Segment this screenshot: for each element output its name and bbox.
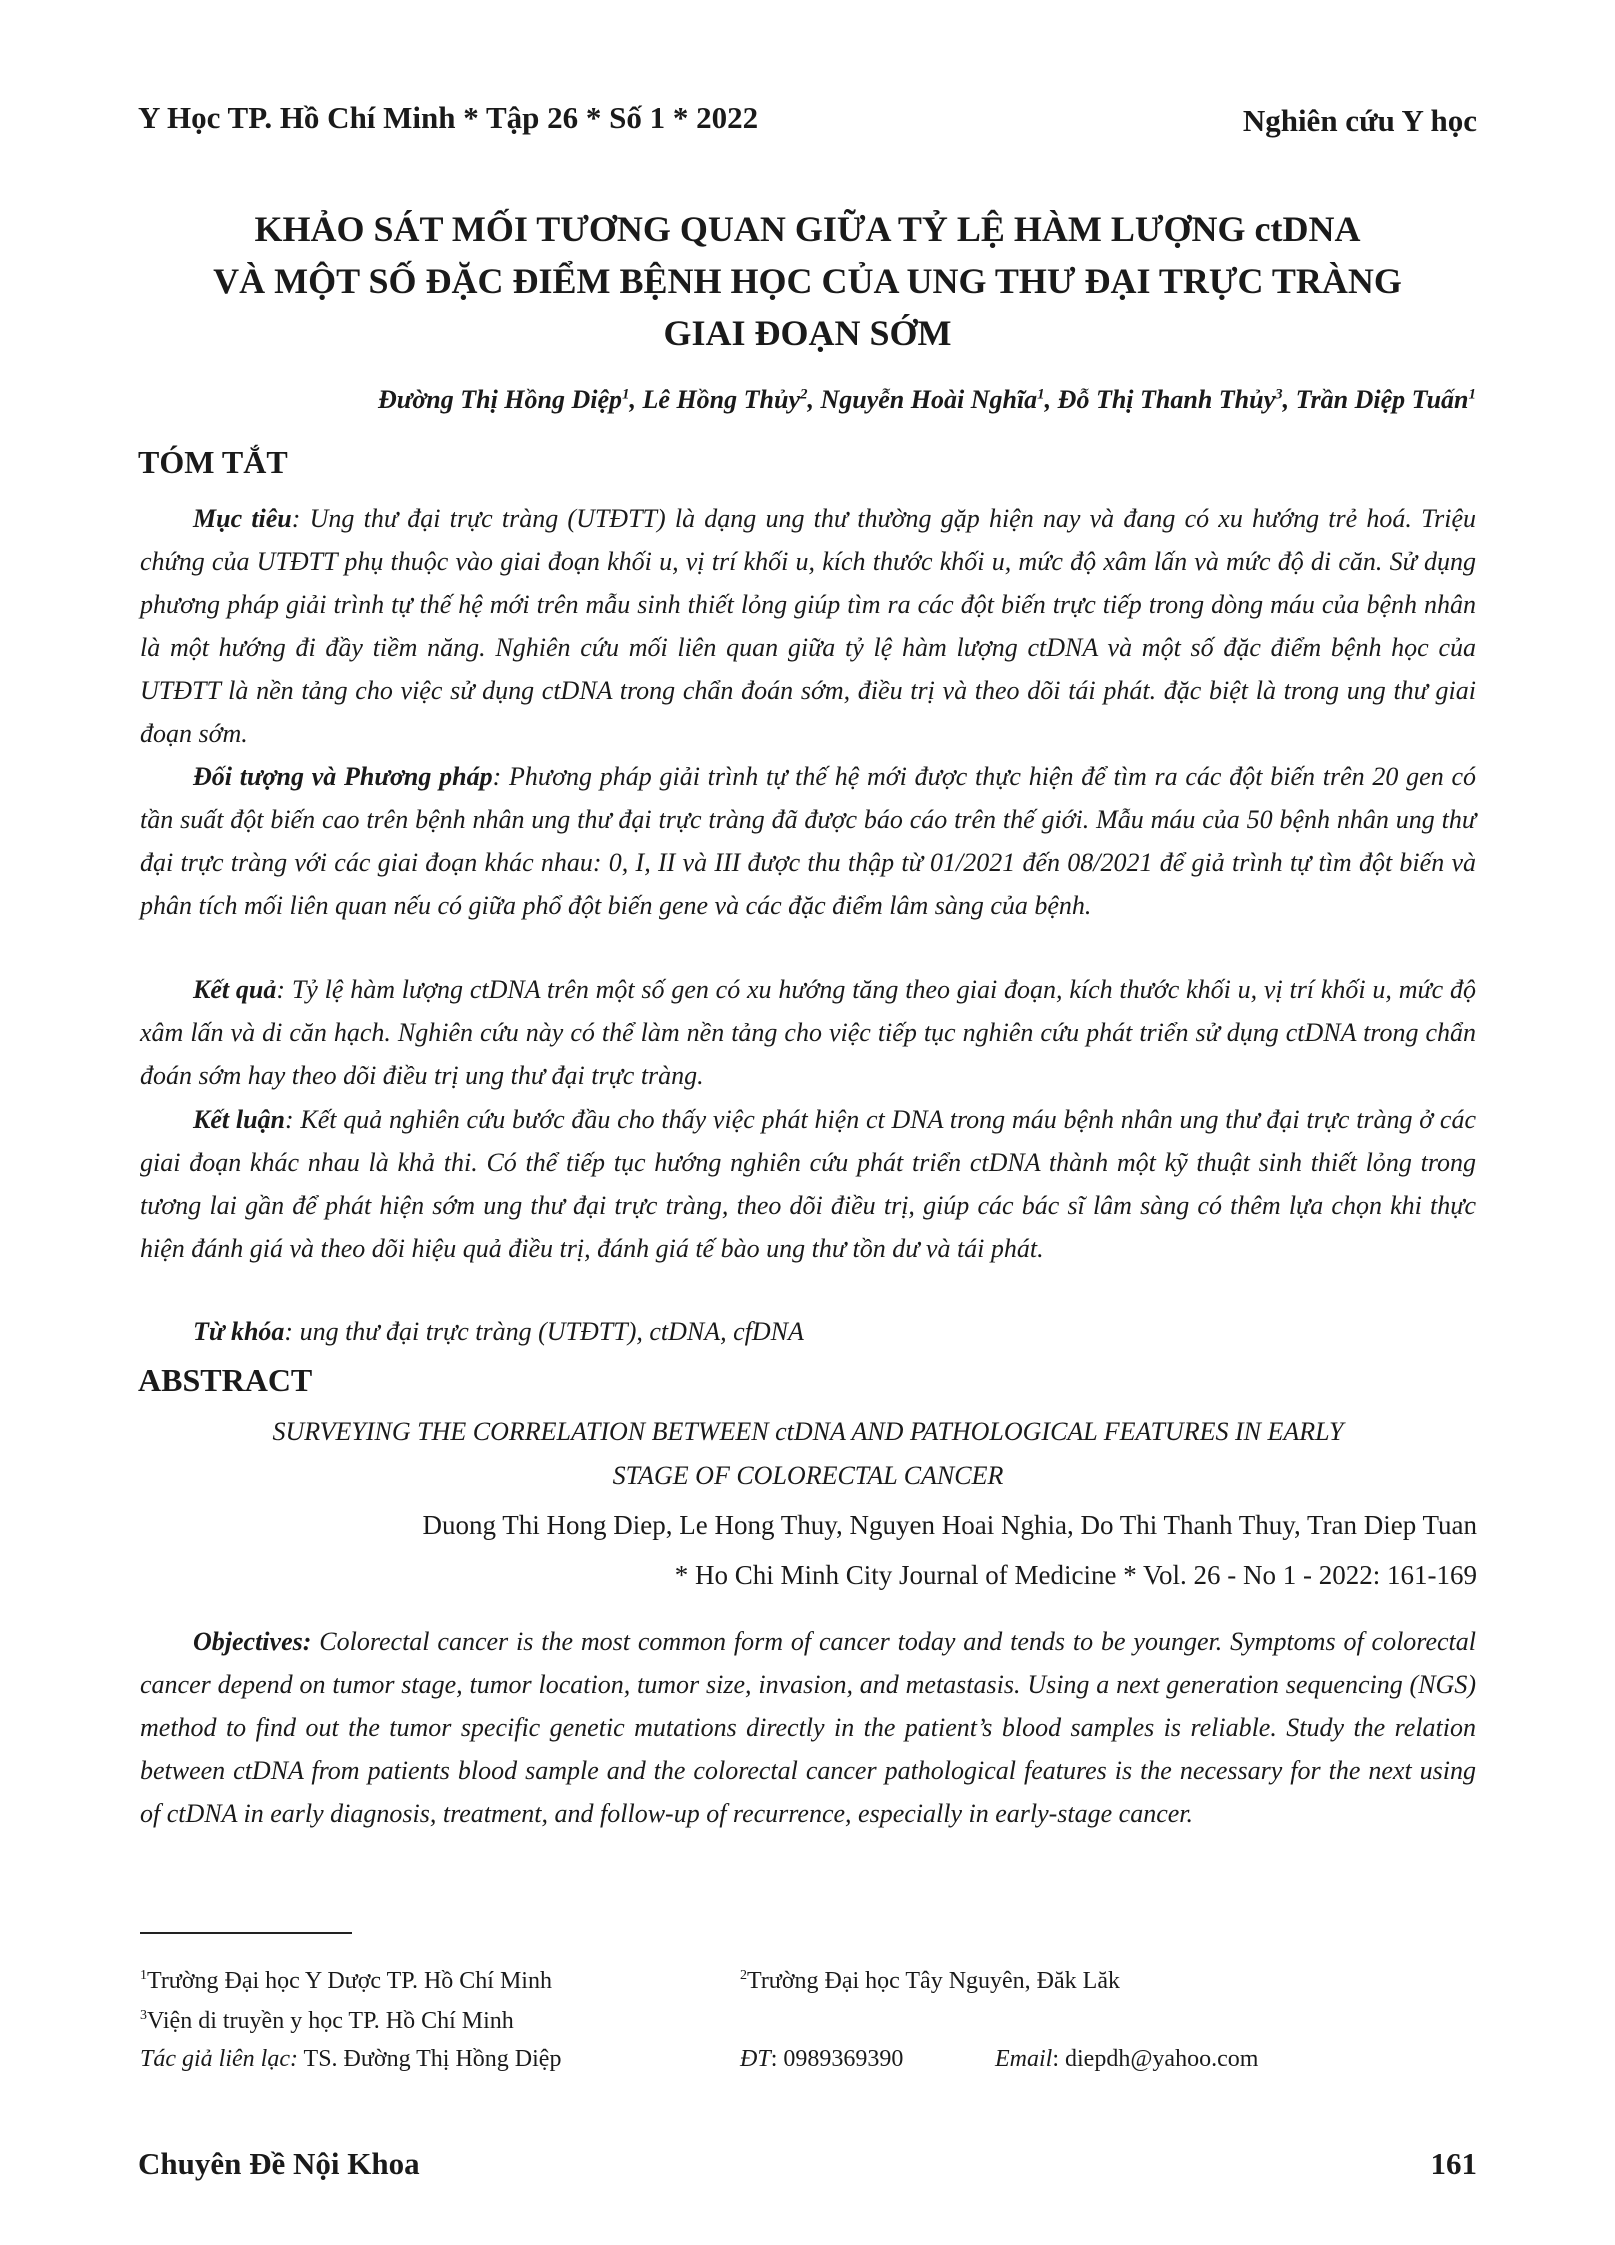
author-list	[140, 385, 1476, 415]
affiliation-number: 1	[140, 1968, 147, 1983]
author-name: Lê Hồng Thủy	[642, 385, 800, 414]
methods-label: Đối tượng và Phương pháp	[193, 762, 493, 791]
contact-phone	[740, 2046, 903, 2073]
contact-label: Tác giả liên lạc:	[140, 2046, 298, 2072]
abstract-title-line: SURVEYING THE CORRELATION BETWEEN ctDNA AND PATHOLOGICAL FEATURES IN EARLY	[272, 1417, 1344, 1446]
article-title	[140, 203, 1475, 359]
author-affiliation: 1	[622, 386, 630, 403]
title-line: VÀ MỘT SỐ ĐẶC ĐIỂM BỆNH HỌC CỦA UNG THƯ ĐẠI TRỰC TRÀNG	[213, 261, 1402, 301]
phone-label: ĐT	[740, 2046, 771, 2072]
author-separator: ,	[1044, 385, 1058, 414]
results-label: Kết quả	[193, 975, 277, 1004]
title-line: GIAI ĐOẠN SỚM	[663, 313, 952, 353]
author-affiliation: 1	[1468, 386, 1476, 403]
author-affiliation: 1	[1037, 386, 1045, 403]
summary-objective	[140, 497, 1476, 755]
author-name: Nguyễn Hoài Nghĩa	[820, 385, 1038, 414]
summary-conclusion	[140, 1098, 1476, 1270]
contact-email	[995, 2046, 1258, 2073]
corresponding-author	[140, 2046, 561, 2073]
email-label: Email	[995, 2046, 1053, 2072]
title-line: KHẢO SÁT MỐI TƯƠNG QUAN GIỮA TỶ LỆ HÀM LƯỢNG ctDNA	[254, 209, 1361, 249]
author-separator: ,	[629, 385, 643, 414]
summary-keywords	[140, 1310, 1476, 1353]
author-separator: ,	[807, 385, 821, 414]
contact-name: TS. Đường Thị Hồng Diệp	[297, 2046, 562, 2072]
affiliation-1	[140, 1968, 552, 1995]
abstract-objectives	[140, 1620, 1476, 1835]
objective-text: : Ung thư đại trực tràng (UTĐTT) là dạng ung thư thường gặp hiện nay và đang có xu hướng trẻ hoá. Triệu chứng của UTĐTT phụ thuộc vào giai đoạn khối u, vị trí khối u, kích thước khối u, mức độ xâm lấn và mức độ di căn. Sử dụng phương pháp giải trình tự thế hệ mới trên mẫu sinh thiết lỏng giúp tìm ra các đột biến trực tiếp trong dòng máu của bệnh nhân là một hướng đi đầy tiềm năng. Nghiên cứu mối liên quan giữa tỷ lệ hàm lượng ctDNA và một số đặc điểm bệnh học của UTĐTT là nền tảng cho việc sử dụng ctDNA trong chẩn đoán sớm, điều trị và theo dõi tái phát. đặc biệt là trong ung thư giai đoạn sớm.	[140, 504, 1476, 748]
journal-header: Y Học TP. Hồ Chí Minh * Tập 26 * Số 1 * 2022	[138, 100, 759, 135]
affiliation-text: Trường Đại học Y Dược TP. Hồ Chí Minh	[147, 1968, 552, 1994]
footnote-divider	[140, 1932, 352, 1934]
abstract-title	[140, 1410, 1476, 1498]
affiliation-2	[740, 1968, 1120, 1995]
abstract-citation: * Ho Chi Minh City Journal of Medicine * Vol. 26 - No 1 - 2022: 161-169	[674, 1560, 1477, 1590]
affiliation-number: 2	[740, 1968, 747, 1983]
author-name: Trần Diệp Tuấn	[1295, 385, 1469, 414]
affiliation-text: Viện di truyền y học TP. Hồ Chí Minh	[147, 2008, 514, 2034]
summary-methods	[140, 755, 1476, 927]
abstract-heading: ABSTRACT	[138, 1362, 313, 1398]
affiliation-number: 3	[140, 2008, 147, 2023]
affiliation-3	[140, 2008, 514, 2035]
objective-label: Mục tiêu	[193, 504, 292, 533]
methods-text: : Phương pháp giải trình tự thế hệ mới được thực hiện để tìm ra các đột biến trên 20 gen có tần suất đột biến cao trên bệnh nhân ung thư đại trực tràng đã được báo cáo trên thế giới. Mẫu máu của 50 bệnh nhân ung thư đại trực tràng với các giai đoạn khác nhau: 0, I, II và III được thu thập từ 01/2021 đến 08/2021 để giả trình tự tìm đột biến và phân tích mối liên quan nếu có giữa phổ đột biến gene và các đặc điểm lâm sàng của bệnh.	[140, 762, 1476, 920]
results-text: : Tỷ lệ hàm lượng ctDNA trên một số gen có xu hướng tăng theo giai đoạn, kích thước khối u, vị trí khối u, mức độ xâm lấn và di căn hạch. Nghiên cứu này có thể làm nền tảng cho việc tiếp tục nghiên cứu phát triển sử dụng ctDNA trong chẩn đoán sớm hay theo dõi điều trị ung thư đại trực tràng.	[140, 975, 1476, 1090]
phone-value: : 0989369390	[770, 2046, 904, 2072]
keywords-text: : ung thư đại trực tràng (UTĐTT), ctDNA, cfDNA	[284, 1317, 804, 1346]
keywords-label: Từ khóa	[193, 1317, 285, 1346]
section-header: Nghiên cứu Y học	[1242, 103, 1477, 138]
author-affiliation: 3	[1275, 386, 1283, 403]
author-separator: ,	[1282, 385, 1296, 414]
page-number: 161	[1430, 2146, 1477, 2181]
conclusion-label: Kết luận	[193, 1105, 286, 1134]
affiliation-text: Trường Đại học Tây Nguyên, Đăk Lăk	[747, 1968, 1120, 1994]
abstract-title-line: STAGE OF COLORECTAL CANCER	[612, 1461, 1004, 1490]
objectives-label: Objectives:	[193, 1627, 312, 1656]
email-value: : diepdh@yahoo.com	[1052, 2046, 1259, 2072]
author-name: Đường Thị Hồng Diệp	[377, 385, 623, 414]
conclusion-text: : Kết quả nghiên cứu bước đầu cho thấy việc phát hiện ct DNA trong máu bệnh nhân ung thư đại trực tràng ở các giai đoạn khác nhau là khả thi. Có thể tiếp tục hướng nghiên cứu phát triển ctDNA thành một kỹ thuật sinh thiết lỏng trong tương lai gần để phát hiện sớm ung thư đại trực tràng, theo dõi điều trị, giúp các bác sĩ lâm sàng có thêm lựa chọn khi thực hiện đánh giá và theo dõi hiệu quả điều trị, đánh giá tế bào ung thư tồn dư và tái phát.	[140, 1105, 1477, 1263]
abstract-authors: Duong Thi Hong Diep, Le Hong Thuy, Nguyen Hoai Nghia, Do Thi Thanh Thuy, Tran Diep Tuan	[422, 1510, 1477, 1540]
summary-heading: TÓM TẮT	[138, 444, 288, 480]
objectives-text: Colorectal cancer is the most common form of cancer today and tends to be younger. Symptoms of colorectal cancer depend on tumor stage, tumor location, tumor size, invasion, and metastasis. Using a next generation sequencing (NGS) method to find out the tumor specific genetic mutations directly in the patient’s blood samples is reliable. Study the relation between ctDNA from patients blood sample and the colorectal cancer pathological features is the necessary for the next using of ctDNA in early diagnosis, treatment, and follow-up of recurrence, especially in early-stage cancer.	[140, 1627, 1476, 1828]
footer-section: Chuyên Đề Nội Khoa	[138, 2146, 420, 2181]
author-name: Đỗ Thị Thanh Thủy	[1057, 385, 1276, 414]
summary-results	[140, 968, 1476, 1097]
author-affiliation: 2	[799, 386, 808, 403]
